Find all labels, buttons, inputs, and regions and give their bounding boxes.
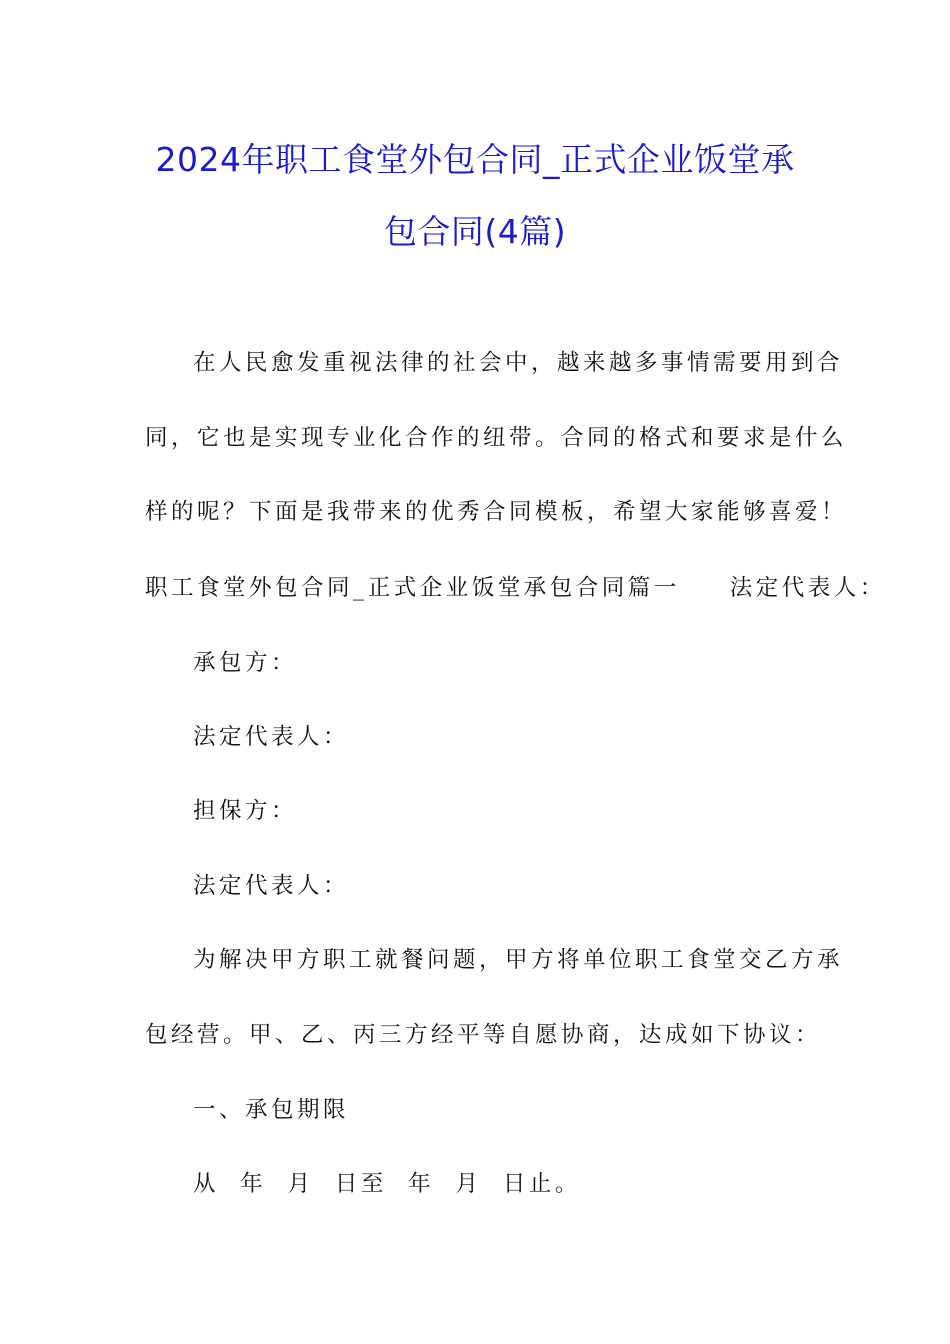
intro-paragraph-line-2: 同，它也是实现专业化合作的纽带。合同的格式和要求是什么 [145, 425, 848, 451]
legal-representative-label-2: 法定代表人： [193, 724, 350, 750]
clause-1-title: 一、承包期限 [193, 1097, 350, 1123]
purpose-paragraph-line-1: 为解决甲方职工就餐问题，甲方将单位职工食堂交乙方承 [193, 947, 844, 973]
document-title-line-2: 包合同(4篇) [383, 212, 567, 251]
document-title-line-1: 2024年职工食堂外包合同_正式企业饭堂承 [155, 140, 795, 179]
legal-representative-label-1: 法定代表人： [729, 575, 886, 601]
section-heading-row [145, 570, 886, 602]
intro-paragraph-line-3: 样的呢？下面是我带来的优秀合同模板，希望大家能够喜爱！ [145, 499, 848, 525]
legal-representative-label-3: 法定代表人： [193, 873, 350, 899]
purpose-paragraph-line-2: 包经营。甲、乙、丙三方经平等自愿协商，达成如下协议： [145, 1022, 822, 1048]
contractor-label: 承包方： [193, 650, 298, 676]
guarantor-label: 担保方： [193, 798, 298, 824]
clause-1-text: 从 年 月 日至 年 月 日止。 [193, 1171, 581, 1197]
section-heading: 职工食堂外包合同_正式企业饭堂承包合同篇一 [145, 575, 680, 601]
intro-paragraph-line-1: 在人民愈发重视法律的社会中，越来越多事情需要用到合 [193, 350, 844, 376]
